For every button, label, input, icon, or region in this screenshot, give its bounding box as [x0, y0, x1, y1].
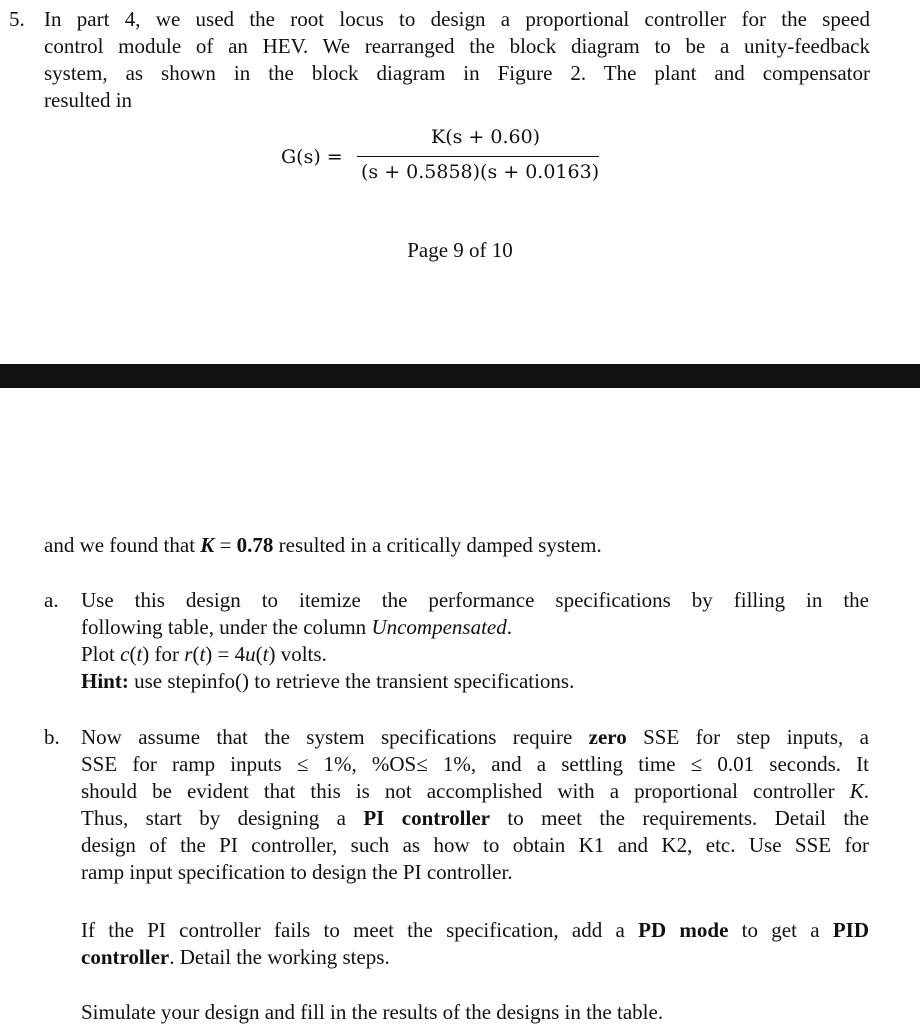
hint-label: Hint: [81, 669, 129, 693]
part-b-p3-line-1: Simulate your design and fill in the results of the designs in the table. [81, 1000, 664, 1024]
equation-numerator: K(s + 0.60) [431, 126, 541, 148]
question-line-3: system, as shown in the block diagram in Figure 2. The plant and compensator [44, 61, 870, 85]
part-b-line-6: ramp input specification to design the PI controller. [81, 860, 513, 884]
part-b-paragraph-2 [81, 917, 869, 971]
part-a-hint: Hint: use stepinfo() to retrieve the transient specifications. [81, 669, 575, 693]
equation-lhs: G(s) = [281, 146, 343, 168]
uncompensated-label: Uncompensated [371, 615, 507, 639]
part-a-line-1: Use this design to itemize the performance specifications by filling in the [81, 588, 869, 612]
question-line-4: resulted in [44, 88, 133, 112]
part-a-line-3: Plot c(t) for r(t) = 4u(t) volts. [81, 642, 327, 666]
part-a-body [81, 587, 869, 695]
part-b-line-3: should be evident that this is not accomplished with a proportional controller K. [81, 779, 869, 803]
part-a-line-2: following table, under the column Uncompensated. [81, 615, 512, 639]
part-b-paragraph-3 [81, 999, 869, 1026]
result-sentence [44, 532, 602, 559]
gain-symbol: K [200, 533, 215, 557]
question-line-2: control module of an HEV. We rearranged the block diagram to be a unity-feedback [44, 34, 870, 58]
part-b-label: b. [44, 725, 60, 749]
part-b-paragraph-1 [81, 724, 869, 886]
result-suffix: resulted in a critically damped system. [273, 533, 602, 557]
question-number: 5. [9, 7, 25, 31]
part-a-label: a. [44, 588, 59, 612]
page-separator [0, 364, 920, 388]
part-b-line-2: SSE for ramp inputs ≤ 1%, %OS≤ 1%, and a settling time ≤ 0.01 seconds. It [81, 752, 869, 776]
part-b-line-1: Now assume that the system specifications require zero SSE for step inputs, a [81, 725, 869, 749]
part-b-line-5: design of the PI controller, such as how to obtain K1 and K2, etc. Use SSE for [81, 833, 869, 857]
gain-value: 0.78 [236, 533, 274, 557]
page-number: Page 9 of 10 [407, 238, 513, 262]
fraction-bar [357, 156, 599, 157]
equation-denominator: (s + 0.5858)(s + 0.0163) [361, 161, 600, 183]
transfer-function-equation [281, 126, 611, 196]
question-line-1: In part 4, we used the root locus to design a proportional controller for the speed [44, 7, 870, 31]
part-b-p2-line-2: controller. Detail the working steps. [81, 945, 390, 969]
part-b-line-4: Thus, start by designing a PI controller to meet the requirements. Detail the [81, 806, 870, 830]
question-intro [44, 6, 870, 114]
part-b-p2-line-1: If the PI controller fails to meet the specification, add a PD mode to get a PID [81, 918, 869, 942]
result-prefix: and we found that [44, 533, 201, 557]
result-equals: = [214, 533, 237, 557]
